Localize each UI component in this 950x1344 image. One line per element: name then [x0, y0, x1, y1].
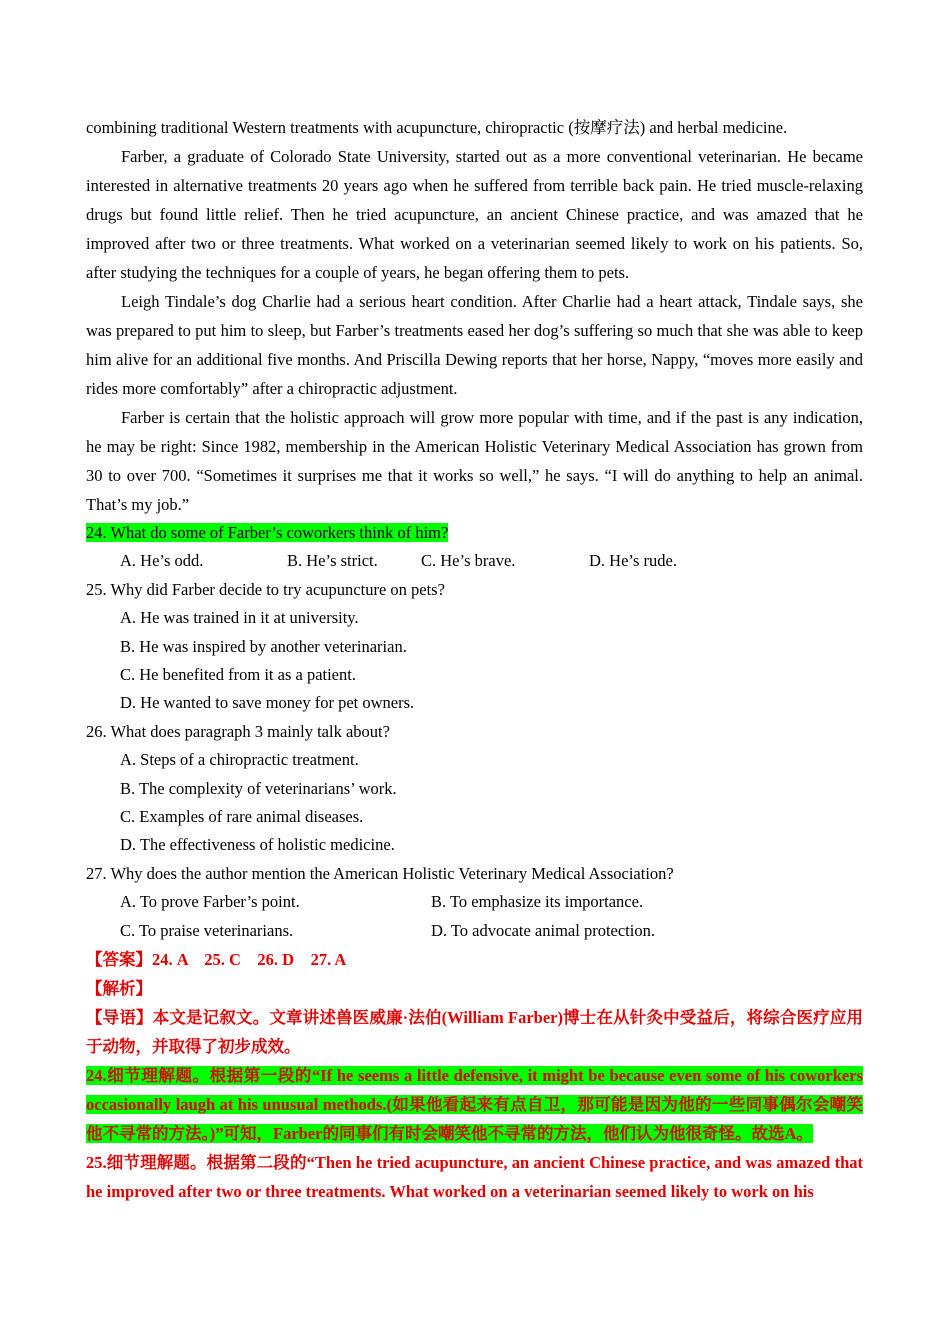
- option-b: B. He was inspired by another veterinarian.: [120, 636, 407, 656]
- option-c: C. Examples of rare animal diseases.: [120, 807, 364, 827]
- passage-paragraph-2: Farber, a graduate of Colorado State University, started out as a more conventional veterinarian. He became interested in alternative treatments 20 years ago when he suffered from terrible back pain. He tried muscle-relaxing drugs but found little relief. Then he tried acupuncture, an ancient Chinese practice, and was amazed that he improved after two or three treatments. What worked on a veterinarian seemed likely to work on his patients. So, after studying the techniques for a couple of years, he began offering them to pets.: [86, 147, 863, 282]
- explanation-24: [86, 1061, 863, 1148]
- option-a: A. He was trained in it at university.: [120, 608, 359, 628]
- explanation-24-text: 24.细节理解题。根据第一段的“If he seems a little defensive, it might be because even some of his coworkers occasionally laugh at his unusual methods.(如果他看起来有点自卫，那可能是因为他的一些同事偶尔会嘲笑他不寻常的方法。)”可知，Farber的同事们有时会嘲笑他不寻常的方法，他们认为他很奇怪。故选A。: [86, 1066, 863, 1144]
- option-d: D. The effectiveness of holistic medicine.: [120, 835, 395, 855]
- option-d: D. He’s rude.: [589, 551, 677, 571]
- passage-paragraph-3: Leigh Tindale’s dog Charlie had a serious heart condition. After Charlie had a heart attack, Tindale says, she was prepared to put him to sleep, but Farber’s treatments eased her dog’s suffering so much that she was able to keep him alive for an additional five months. And Priscilla Dewing reports that her horse, Nappy, “moves more easily and rides more comfortably” after a chiropractic adjustment.: [86, 292, 863, 398]
- question-27-options-row-1: [86, 888, 863, 916]
- option-b: B. The complexity of veterinarians’ work.: [120, 778, 397, 798]
- option-a: A. He’s odd.: [120, 551, 204, 571]
- answer-label: 【答案】: [86, 950, 152, 970]
- option-d: D. To advocate animal protection.: [431, 920, 655, 940]
- option-a: A. To prove Farber’s point.: [120, 892, 300, 912]
- option-d: D. He wanted to save money for pet owners.: [120, 693, 415, 713]
- answer-values: 24. A 25. C 26. D 27. A: [152, 950, 347, 970]
- answer-line: [86, 945, 863, 974]
- question-24-options: [86, 547, 863, 575]
- option-b: B. He’s strict.: [287, 551, 378, 571]
- option-b: B. To emphasize its importance.: [431, 892, 644, 912]
- question-27-stem: 27. Why does the author mention the American Holistic Veterinary Medical Association?: [86, 863, 674, 883]
- question-24: [86, 519, 863, 547]
- passage-paragraph-4: Farber is certain that the holistic approach will grow more popular with time, and if the past is any indication, he may be right: Since 1982, membership in the American Holistic Veterinary Medical Association has grown from 30 to over 700. “Sometimes it surprises me that it works so well,” he says. “I will do anything to help an animal. That’s my job.”: [86, 408, 863, 514]
- option-c: C. To praise veterinarians.: [120, 920, 294, 940]
- question-26-stem: 26. What does paragraph 3 mainly talk about?: [86, 721, 390, 741]
- analysis-label: 【解析】: [86, 979, 152, 999]
- question-24-stem: 24. What do some of Farber’s coworkers think of him?: [86, 523, 449, 542]
- option-c: C. He benefited from it as a patient.: [120, 665, 356, 685]
- question-25-stem: 25. Why did Farber decide to try acupuncture on pets?: [86, 579, 445, 599]
- document-page: [86, 113, 863, 1206]
- question-27-options-row-2: [86, 917, 863, 945]
- explanation-25: 25.细节理解题。根据第二段的“Then he tried acupuncture, an ancient Chinese practice, and was amazed that he improved after two or three treatments. What worked on a veterinarian seemed likely to work on his: [86, 1153, 863, 1202]
- passage-paragraph-continued: combining traditional Western treatments with acupuncture, chiropractic (按摩疗法) and herbal medicine.: [86, 118, 788, 137]
- option-a: A. Steps of a chiropractic treatment.: [120, 750, 359, 770]
- option-c: C. He’s brave.: [421, 551, 516, 571]
- analysis-intro: 【导语】本文是记叙文。文章讲述兽医威廉·法伯(William Farber)博士在从针灸中受益后，将综合医疗应用于动物，并取得了初步成效。: [86, 1008, 863, 1057]
